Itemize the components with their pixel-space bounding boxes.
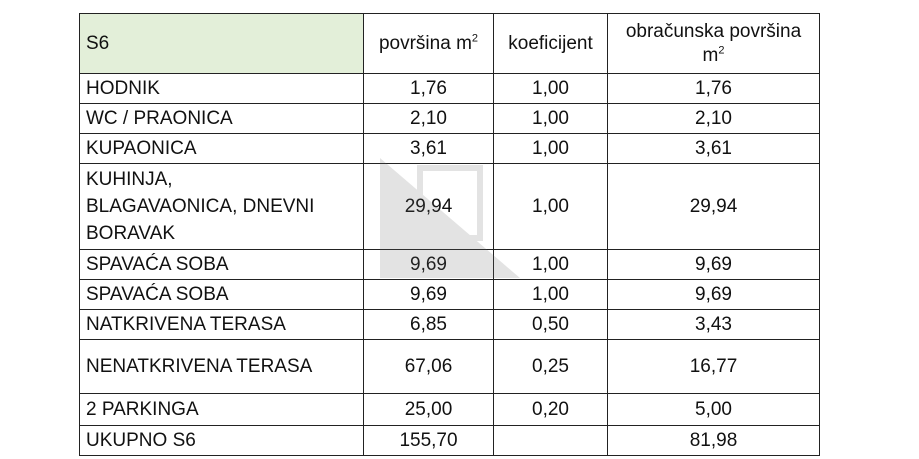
room-name: NENATKRIVENA TERASA — [80, 340, 364, 394]
total-area: 155,70 — [364, 426, 494, 456]
room-coefficient: 1,00 — [494, 250, 608, 280]
room-coefficient: 0,50 — [494, 310, 608, 340]
unit-label: S6 — [86, 32, 110, 54]
room-calculated-area: 16,77 — [608, 340, 820, 394]
table-row — [80, 280, 820, 310]
room-coefficient: 1,00 — [494, 280, 608, 310]
room-calculated-area: 9,69 — [608, 250, 820, 280]
table-row — [80, 310, 820, 340]
room-area: 6,85 — [364, 310, 494, 340]
room-calculated-area: 9,69 — [608, 280, 820, 310]
unit-label-cell — [80, 14, 364, 74]
room-calculated-area: 3,61 — [608, 134, 820, 164]
total-row — [80, 426, 820, 456]
room-name-line: BLAGAVAONICA, DNEVNI — [86, 196, 315, 217]
room-name: WC / PRAONICA — [80, 104, 364, 134]
room-area: 3,61 — [364, 134, 494, 164]
coefficient-column-header — [494, 14, 608, 74]
room-name-line: BORAVAK — [86, 223, 176, 244]
table-row — [80, 104, 820, 134]
room-calculated-area: 1,76 — [608, 74, 820, 104]
room-name: KUPAONICA — [80, 134, 364, 164]
room-name-line: KUHINJA, — [86, 169, 173, 190]
room-name: SPAVAĆA SOBA — [80, 250, 364, 280]
room-name: 2 PARKINGA — [80, 394, 364, 426]
calculated-area-label-line1: obračunska površina — [625, 20, 802, 42]
room-coefficient: 1,00 — [494, 74, 608, 104]
area-column-label: površina m — [378, 32, 472, 54]
calculated-area-column-header — [608, 14, 820, 74]
room-coefficient: 1,00 — [494, 104, 608, 134]
calculated-area-sup: 2 — [718, 44, 725, 57]
table-row — [80, 74, 820, 104]
room-calculated-area: 2,10 — [608, 104, 820, 134]
table-row — [80, 394, 820, 426]
table-header-row — [80, 14, 820, 74]
room-name — [80, 164, 364, 250]
room-calculated-area: 5,00 — [608, 394, 820, 426]
room-area: 25,00 — [364, 394, 494, 426]
room-name: SPAVAĆA SOBA — [80, 280, 364, 310]
total-calculated-area: 81,98 — [608, 426, 820, 456]
area-column-sup: 2 — [471, 32, 479, 45]
room-area: 29,94 — [364, 164, 494, 250]
room-area: 9,69 — [364, 250, 494, 280]
room-coefficient: 1,00 — [494, 164, 608, 250]
room-calculated-area: 3,43 — [608, 310, 820, 340]
room-area: 9,69 — [364, 280, 494, 310]
room-coefficient: 0,25 — [494, 340, 608, 394]
area-column-header — [364, 14, 494, 74]
table-row — [80, 250, 820, 280]
table-row — [80, 134, 820, 164]
room-coefficient: 0,20 — [494, 394, 608, 426]
area-calculation-table — [79, 13, 820, 456]
total-coefficient — [494, 426, 608, 456]
calculated-area-label-line2: m — [702, 44, 719, 66]
room-area: 1,76 — [364, 74, 494, 104]
room-name: NATKRIVENA TERASA — [80, 310, 364, 340]
room-area: 2,10 — [364, 104, 494, 134]
total-label: UKUPNO S6 — [80, 426, 364, 456]
table-row — [80, 164, 820, 250]
table-row — [80, 340, 820, 394]
room-coefficient: 1,00 — [494, 134, 608, 164]
coefficient-column-label: koeficijent — [508, 32, 593, 54]
room-area: 67,06 — [364, 340, 494, 394]
room-calculated-area: 29,94 — [608, 164, 820, 250]
room-name: HODNIK — [80, 74, 364, 104]
